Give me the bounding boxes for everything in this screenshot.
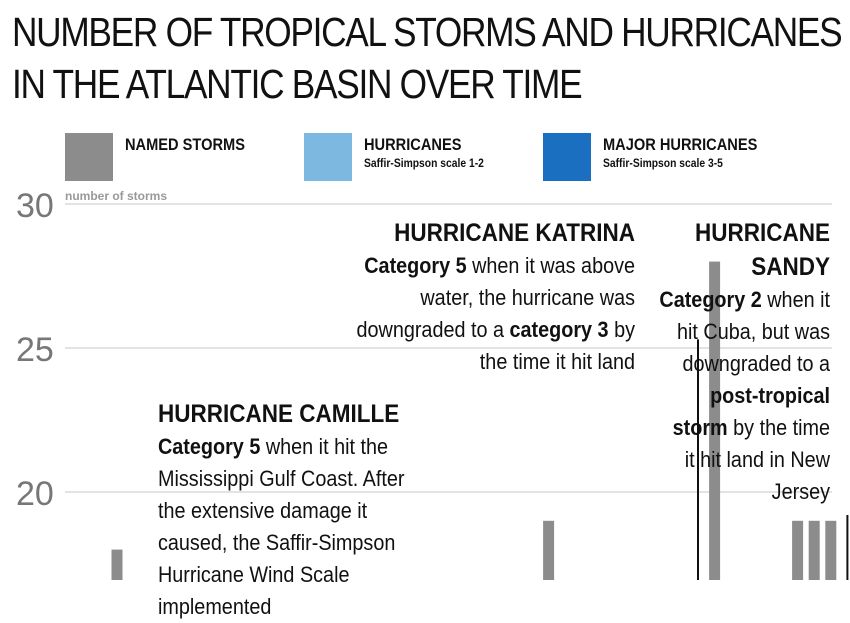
bar-2010	[792, 521, 803, 580]
y-tick-label-30: 30	[16, 187, 54, 225]
bar-1969	[112, 550, 123, 580]
legend-label-named-storms: NAMED STORMS	[125, 135, 245, 154]
annotation-sandy-body	[659, 284, 830, 508]
annotation-sandy-text-2: by the time it hit land in New Jersey	[684, 415, 830, 504]
y-tick-label-25: 25	[16, 331, 54, 369]
annotation-katrina-text-2: by the time it hit land	[479, 317, 635, 374]
bar-1995	[543, 521, 554, 580]
y-tick-label-20: 20	[16, 475, 54, 513]
annotation-camille	[158, 397, 458, 623]
y-ticks	[16, 187, 54, 513]
annotation-katrina-body	[325, 250, 636, 378]
annotation-sandy-title: HURRICANE SANDY	[695, 219, 830, 281]
annotation-katrina-category: Category 5	[364, 253, 467, 278]
annotation-katrina-title: HURRICANE KATRINA	[394, 219, 635, 247]
annotation-camille-text: when it hit the Mississippi Gulf Coast. After the extensive damage it caused, the Saffir-Simpson Hurricane Wind Scale implemented	[158, 434, 405, 619]
annotation-camille-body	[158, 431, 428, 623]
annotation-camille-category: Category 5	[158, 434, 261, 459]
annotation-katrina	[290, 216, 635, 378]
bar-2012	[825, 521, 836, 580]
title-line-2: IN THE ATLANTIC BASIN OVER TIME	[12, 61, 582, 107]
annotation-sandy-text-1: when it hit Cuba, but was downgraded to a	[677, 287, 830, 376]
annotation-sandy-category-2: post-tropical storm	[672, 383, 830, 440]
annotation-sandy	[640, 216, 830, 508]
legend-label-hurricanes: HURRICANES	[364, 135, 462, 154]
legend-sub-major-hurricanes: Saffir-Simpson scale 3-5	[603, 156, 723, 170]
annotation-katrina-category-2: category 3	[509, 317, 609, 342]
bar-2011	[809, 521, 820, 580]
title-line-1: NUMBER OF TROPICAL STORMS AND HURRICANES	[12, 9, 842, 55]
legend-label-major-hurricanes: MAJOR HURRICANES	[603, 135, 758, 154]
y-axis-label: number of storms	[65, 189, 168, 203]
annotation-katrina-text-1: when it was above water, the hurricane was downgraded to a	[356, 253, 635, 342]
legend-sub-hurricanes: Saffir-Simpson scale 1-2	[364, 156, 484, 170]
annotation-sandy-category: Category 2	[659, 287, 762, 312]
annotation-camille-title: HURRICANE CAMILLE	[158, 400, 400, 428]
